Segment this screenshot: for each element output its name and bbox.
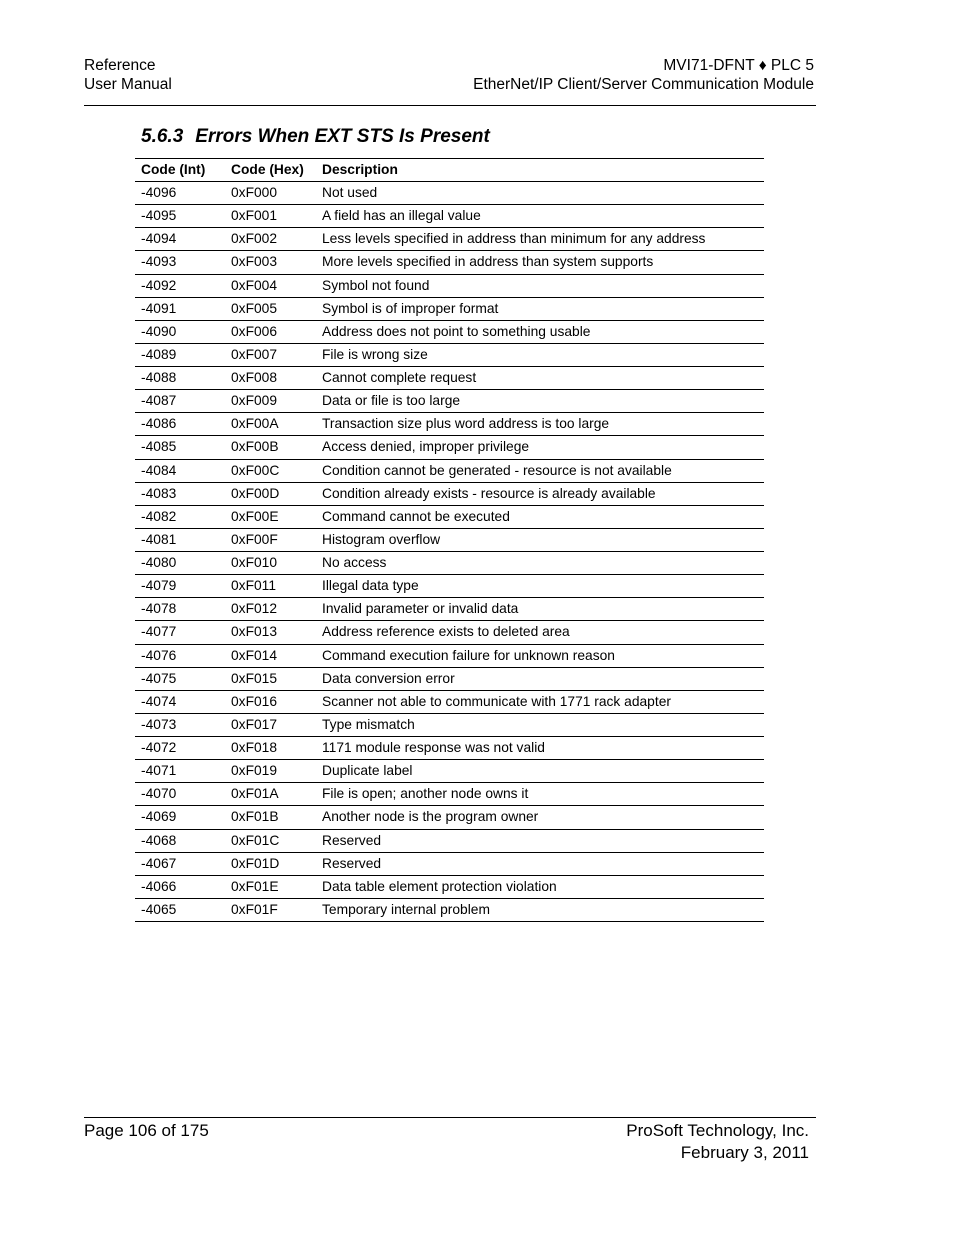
cell-code-int: -4092 <box>135 274 225 297</box>
cell-description: More levels specified in address than system supports <box>316 251 764 274</box>
cell-code-int: -4094 <box>135 228 225 251</box>
cell-code-hex: 0xF01A <box>225 783 316 806</box>
table-row <box>135 713 764 736</box>
cell-code-int: -4082 <box>135 505 225 528</box>
cell-description: Histogram overflow <box>316 528 764 551</box>
column-header-code-hex: Code (Hex) <box>225 159 316 182</box>
cell-code-int: -4086 <box>135 413 225 436</box>
cell-description: Transaction size plus word address is too large <box>316 413 764 436</box>
column-header-code-int: Code (Int) <box>135 159 225 182</box>
table-row <box>135 367 764 390</box>
cell-code-hex: 0xF01C <box>225 829 316 852</box>
cell-code-int: -4070 <box>135 783 225 806</box>
table-row <box>135 806 764 829</box>
cell-code-int: -4075 <box>135 667 225 690</box>
cell-description: Cannot complete request <box>316 367 764 390</box>
cell-code-int: -4089 <box>135 343 225 366</box>
cell-code-hex: 0xF00F <box>225 528 316 551</box>
table-row <box>135 228 764 251</box>
table-header-row <box>135 159 764 182</box>
section-number: 5.6.3 <box>141 126 184 147</box>
cell-description: A field has an illegal value <box>316 205 764 228</box>
cell-code-hex: 0xF019 <box>225 760 316 783</box>
table-row <box>135 852 764 875</box>
cell-description: Temporary internal problem <box>316 898 764 921</box>
table-row <box>135 528 764 551</box>
cell-code-int: -4096 <box>135 182 225 205</box>
table-row <box>135 320 764 343</box>
cell-code-hex: 0xF001 <box>225 205 316 228</box>
section-title: Errors When EXT STS Is Present <box>195 126 490 147</box>
header-product-description: EtherNet/IP Client/Server Communication Module <box>473 76 814 93</box>
cell-description: Condition already exists - resource is already available <box>316 482 764 505</box>
cell-description: Symbol not found <box>316 274 764 297</box>
table-row <box>135 343 764 366</box>
table-row <box>135 505 764 528</box>
cell-code-hex: 0xF01B <box>225 806 316 829</box>
cell-code-int: -4065 <box>135 898 225 921</box>
table-row <box>135 875 764 898</box>
cell-code-hex: 0xF005 <box>225 297 316 320</box>
table-row <box>135 898 764 921</box>
cell-description: Command cannot be executed <box>316 505 764 528</box>
cell-code-int: -4084 <box>135 459 225 482</box>
cell-description: Invalid parameter or invalid data <box>316 598 764 621</box>
cell-code-int: -4088 <box>135 367 225 390</box>
page-header <box>84 56 816 106</box>
cell-description: Duplicate label <box>316 760 764 783</box>
cell-description: File is wrong size <box>316 343 764 366</box>
cell-code-int: -4068 <box>135 829 225 852</box>
cell-code-int: -4090 <box>135 320 225 343</box>
table-row <box>135 390 764 413</box>
cell-code-hex: 0xF00D <box>225 482 316 505</box>
cell-description: Data conversion error <box>316 667 764 690</box>
cell-code-int: -4095 <box>135 205 225 228</box>
cell-description: Data or file is too large <box>316 390 764 413</box>
cell-code-int: -4066 <box>135 875 225 898</box>
cell-description: Illegal data type <box>316 575 764 598</box>
cell-description: Condition cannot be generated - resource is not available <box>316 459 764 482</box>
cell-code-int: -4072 <box>135 737 225 760</box>
cell-description: Address does not point to something usable <box>316 320 764 343</box>
table-row <box>135 829 764 852</box>
cell-description: Another node is the program owner <box>316 806 764 829</box>
cell-code-hex: 0xF011 <box>225 575 316 598</box>
cell-description: Reserved <box>316 852 764 875</box>
cell-code-int: -4071 <box>135 760 225 783</box>
cell-code-hex: 0xF004 <box>225 274 316 297</box>
cell-code-int: -4081 <box>135 528 225 551</box>
cell-code-hex: 0xF009 <box>225 390 316 413</box>
cell-code-hex: 0xF01D <box>225 852 316 875</box>
cell-code-int: -4080 <box>135 552 225 575</box>
cell-code-hex: 0xF014 <box>225 644 316 667</box>
cell-description: Access denied, improper privilege <box>316 436 764 459</box>
table-row <box>135 436 764 459</box>
table-row <box>135 182 764 205</box>
cell-code-hex: 0xF00A <box>225 413 316 436</box>
cell-description: Reserved <box>316 829 764 852</box>
header-product-name: MVI71-DFNT ♦ PLC 5 <box>663 57 814 74</box>
cell-code-hex: 0xF008 <box>225 367 316 390</box>
cell-code-hex: 0xF01F <box>225 898 316 921</box>
cell-code-int: -4085 <box>135 436 225 459</box>
cell-description: Command execution failure for unknown reason <box>316 644 764 667</box>
table-row <box>135 783 764 806</box>
cell-code-hex: 0xF002 <box>225 228 316 251</box>
cell-code-int: -4077 <box>135 621 225 644</box>
company-name: ProSoft Technology, Inc. <box>626 1121 809 1140</box>
header-left <box>84 56 172 94</box>
table-row <box>135 598 764 621</box>
cell-code-int: -4078 <box>135 598 225 621</box>
table-row <box>135 737 764 760</box>
cell-code-int: -4091 <box>135 297 225 320</box>
table-row <box>135 274 764 297</box>
cell-code-int: -4087 <box>135 390 225 413</box>
cell-description: Not used <box>316 182 764 205</box>
header-section-name: Reference <box>84 57 156 74</box>
cell-code-hex: 0xF006 <box>225 320 316 343</box>
cell-code-hex: 0xF00E <box>225 505 316 528</box>
table-row <box>135 644 764 667</box>
cell-description: 1171 module response was not valid <box>316 737 764 760</box>
cell-description: Less levels specified in address than minimum for any address <box>316 228 764 251</box>
cell-description: Type mismatch <box>316 713 764 736</box>
column-header-description: Description <box>316 159 764 182</box>
cell-code-hex: 0xF00C <box>225 459 316 482</box>
header-right <box>473 56 814 94</box>
cell-code-int: -4083 <box>135 482 225 505</box>
publication-date: February 3, 2011 <box>680 1143 809 1162</box>
cell-code-hex: 0xF016 <box>225 690 316 713</box>
cell-code-hex: 0xF00B <box>225 436 316 459</box>
cell-description: Address reference exists to deleted area <box>316 621 764 644</box>
cell-code-int: -4093 <box>135 251 225 274</box>
cell-code-int: -4074 <box>135 690 225 713</box>
table-row <box>135 621 764 644</box>
table-row <box>135 690 764 713</box>
cell-code-hex: 0xF007 <box>225 343 316 366</box>
cell-code-hex: 0xF000 <box>225 182 316 205</box>
cell-code-hex: 0xF018 <box>225 737 316 760</box>
page-number: Page 106 of 175 <box>84 1121 209 1140</box>
cell-description: Symbol is of improper format <box>316 297 764 320</box>
footer-right <box>626 1120 809 1164</box>
cell-description: File is open; another node owns it <box>316 783 764 806</box>
cell-code-hex: 0xF013 <box>225 621 316 644</box>
page-footer <box>84 1117 816 1162</box>
table-row <box>135 575 764 598</box>
error-codes-table <box>135 158 764 922</box>
section-heading <box>141 125 490 149</box>
table-row <box>135 459 764 482</box>
cell-description: No access <box>316 552 764 575</box>
table-row <box>135 667 764 690</box>
table-row <box>135 413 764 436</box>
table-row <box>135 552 764 575</box>
cell-code-int: -4076 <box>135 644 225 667</box>
cell-code-hex: 0xF015 <box>225 667 316 690</box>
cell-description: Scanner not able to communicate with 1771 rack adapter <box>316 690 764 713</box>
cell-code-hex: 0xF01E <box>225 875 316 898</box>
table-row <box>135 760 764 783</box>
table-body <box>135 182 764 922</box>
cell-code-hex: 0xF010 <box>225 552 316 575</box>
cell-code-hex: 0xF017 <box>225 713 316 736</box>
header-document-type: User Manual <box>84 76 172 93</box>
cell-code-int: -4069 <box>135 806 225 829</box>
table-row <box>135 482 764 505</box>
cell-code-int: -4079 <box>135 575 225 598</box>
cell-code-int: -4073 <box>135 713 225 736</box>
table-row <box>135 205 764 228</box>
cell-code-int: -4067 <box>135 852 225 875</box>
table-row <box>135 297 764 320</box>
cell-description: Data table element protection violation <box>316 875 764 898</box>
cell-code-hex: 0xF003 <box>225 251 316 274</box>
cell-code-hex: 0xF012 <box>225 598 316 621</box>
table-row <box>135 251 764 274</box>
